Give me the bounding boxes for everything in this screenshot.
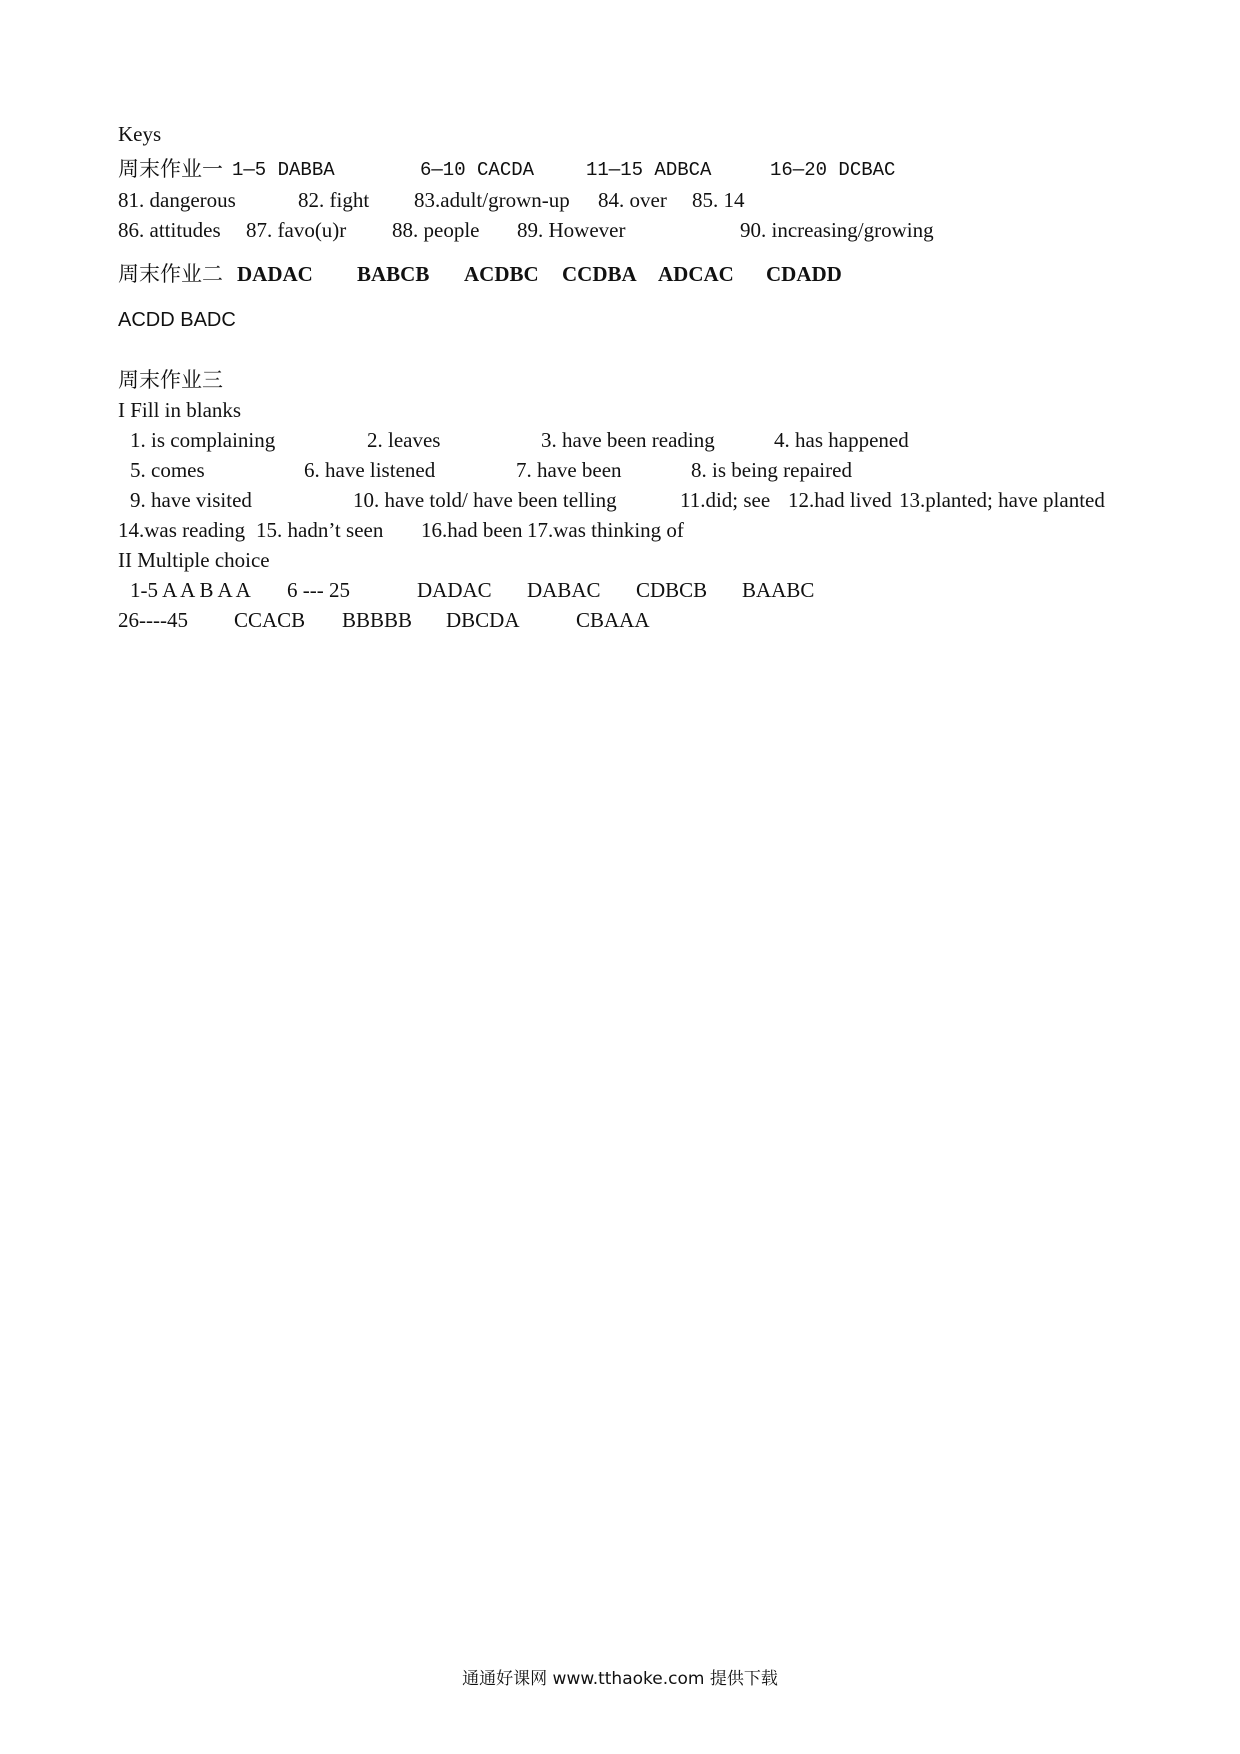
hw3-label: 周末作业三 — [118, 368, 223, 392]
fill-answer: 15. hadn’t seen — [256, 518, 384, 542]
mc-answer: 1-5 A A B A A — [130, 578, 251, 602]
mc-answer: CCACB — [234, 608, 306, 632]
fill-answer: 3. have been reading — [541, 428, 715, 452]
hw2-group-6: CDADD — [766, 262, 842, 286]
fill-answer: 10. have told/ have been telling — [353, 488, 617, 512]
hw1-answer: 81. dangerous — [118, 188, 236, 212]
fill-answer: 9. have visited — [130, 488, 252, 512]
hw1-answer: 89. However — [517, 218, 626, 242]
fill-answer: 2. leaves — [367, 428, 441, 452]
hw2-group-2: BABCB — [357, 262, 430, 286]
mc-answer: CBAAA — [576, 608, 650, 632]
fill-in-blanks-heading: I Fill in blanks — [118, 398, 242, 422]
mc-answer: BAABC — [742, 578, 815, 602]
hw2-label: 周末作业二 — [118, 262, 223, 286]
hw1-answer: 86. attitudes — [118, 218, 221, 242]
hw1-group-1: 1—5 DABBA — [232, 159, 335, 181]
hw2-group-5: ADCAC — [658, 262, 734, 286]
doc-title: Keys — [118, 122, 162, 146]
hw1-group-3: 11—15 ADBCA — [586, 159, 712, 181]
mc-answer: 6 --- 25 — [287, 578, 350, 602]
hw1-answer: 90. increasing/growing — [740, 218, 934, 242]
hw1-group-4: 16—20 DCBAC — [770, 159, 896, 181]
fill-answer: 5. comes — [130, 458, 205, 482]
fill-answer: 1. is complaining — [130, 428, 276, 452]
mc-answer: DBCDA — [446, 608, 520, 632]
hw1-answer: 84. over — [598, 188, 667, 212]
fill-answer: 8. is being repaired — [691, 458, 852, 482]
fill-answer: 6. have listened — [304, 458, 436, 482]
hw1-answer: 83.adult/grown-up — [414, 188, 570, 212]
hw1-group-2: 6—10 CACDA — [420, 159, 535, 181]
fill-answer: 16.had been — [421, 518, 523, 542]
hw2-group-4: CCDBA — [562, 262, 637, 286]
mc-answer: DABAC — [527, 578, 601, 602]
fill-answer: 11.did; see — [680, 488, 771, 512]
fill-answer: 7. have been — [516, 458, 622, 482]
hw2-group-1: DADAC — [237, 262, 313, 286]
hw1-answer: 87. favo(u)r — [246, 218, 347, 242]
fill-answer: 13.planted; have planted — [899, 488, 1105, 512]
hw1-answer: 82. fight — [298, 188, 370, 212]
hw1-answer: 85. 14 — [692, 188, 745, 212]
fill-answer: 4. has happened — [774, 428, 909, 452]
hw2-extra: ACDD BADC — [118, 309, 236, 331]
fill-answer: 14.was reading — [118, 518, 246, 542]
fill-answer: 17.was thinking of — [527, 518, 684, 542]
mc-answer: 26----45 — [118, 608, 188, 632]
hw1-label: 周末作业一 — [118, 157, 223, 181]
mc-answer: DADAC — [417, 578, 492, 602]
fill-answer: 12.had lived — [788, 488, 892, 512]
multiple-choice-heading: II Multiple choice — [118, 548, 270, 572]
hw2-group-3: ACDBC — [464, 262, 539, 286]
hw1-answer: 88. people — [392, 218, 480, 242]
mc-answer: BBBBB — [342, 608, 413, 632]
page-footer: 通通好课网 www.tthaoke.com 提供下载 — [462, 1669, 778, 1689]
mc-answer: CDBCB — [636, 578, 708, 602]
